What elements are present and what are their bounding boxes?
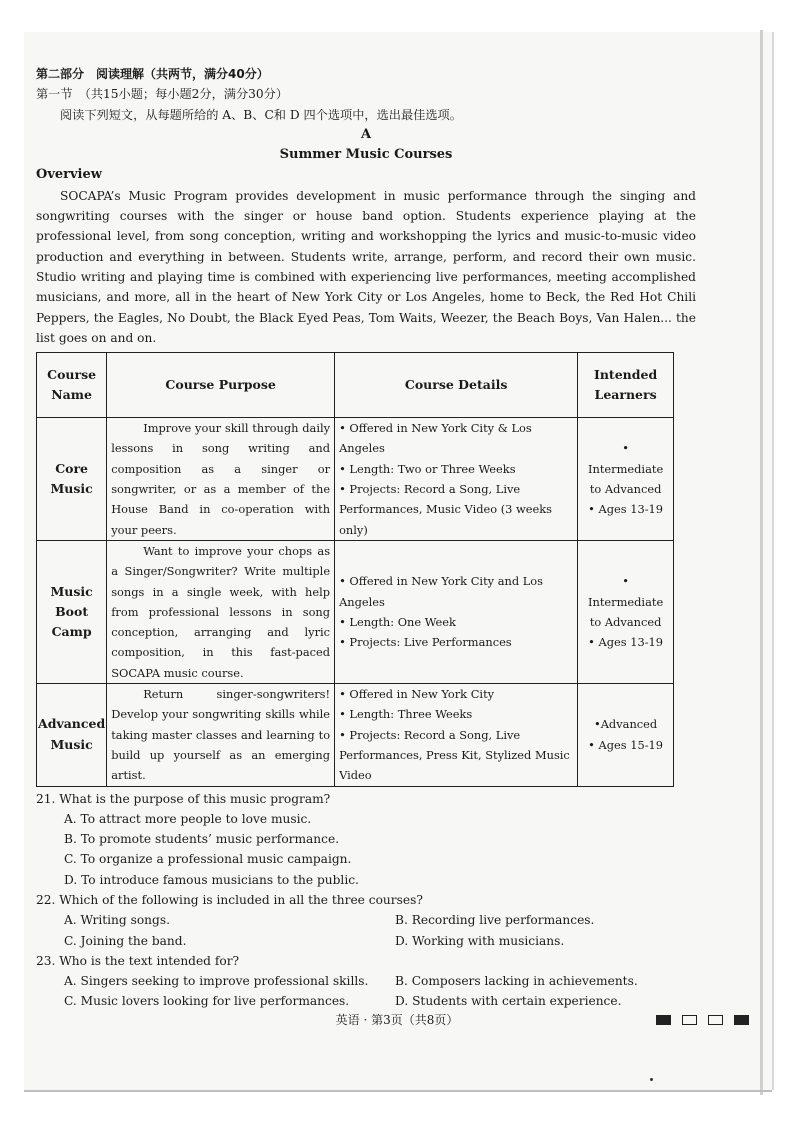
intended-learners — [578, 418, 674, 541]
page-content — [36, 64, 696, 1012]
question-stem: 22. Which of the following is included in all the three courses? — [36, 892, 423, 907]
intended-learners — [578, 684, 674, 786]
header-course-name: Course Name — [37, 353, 107, 418]
table-row — [37, 684, 674, 786]
overview-heading: Overview — [36, 167, 102, 183]
option-c: C. Music lovers looking for live performances. — [64, 994, 350, 1009]
detail-length: • Length: Three Weeks — [339, 707, 473, 722]
option-b: B. To promote students’ music performance. — [64, 832, 340, 847]
option-a: A. Singers seeking to improve professional skills. — [64, 974, 369, 989]
footer-marks — [656, 1015, 749, 1025]
question-stem: 23. Who is the text intended for? — [36, 953, 240, 968]
detail-projects: • Projects: Record a Song, Live Performances, Press Kit, Stylized Music Video — [339, 727, 570, 783]
learner-bullet: • — [622, 574, 629, 589]
option-d: D. To introduce famous musicians to the public. — [64, 872, 359, 887]
filled-square-icon — [734, 1015, 749, 1025]
course-purpose: Want to improve your chops as a Singer/Songwriter? Write multiple songs in a single week, with help from professional lessons in song conception, arranging and lyric composition, in this fast-paced SOCAPA music course. — [111, 543, 331, 680]
option-c: C. To organize a professional music campaign. — [64, 852, 352, 867]
course-purpose: Return singer-songwriters! Develop your songwriting skills while taking master classes and learning to build up yourself as an emerging artist. — [111, 687, 331, 783]
course-details — [335, 418, 578, 541]
learner-ages: • Ages 15-19 — [588, 737, 664, 752]
course-name: Core Music — [37, 418, 107, 541]
page-bottom-edge — [24, 1090, 772, 1092]
learner-ages: • Ages 13-19 — [588, 635, 664, 650]
course-purpose: Improve your skill through daily lessons in song writing and composition as a singer or songwriter, or as a member of the House Band in co-operation with your peers. — [111, 421, 331, 537]
question-23 — [36, 951, 696, 1012]
header-course-purpose: Course Purpose — [107, 353, 335, 418]
table-row — [37, 418, 674, 541]
option-d: D. Working with musicians. — [395, 933, 565, 948]
page-edge — [760, 30, 763, 1095]
empty-square-icon — [708, 1015, 723, 1025]
part-heading: 第二部分 阅读理解（共两节，满分40分） — [36, 67, 269, 81]
detail-length: • Length: One Week — [339, 614, 456, 629]
scan-dot — [650, 1078, 653, 1081]
detail-offered: • Offered in New York City — [339, 687, 495, 702]
option-c: C. Joining the band. — [64, 933, 187, 948]
course-details — [335, 540, 578, 683]
instruction-text: 阅读下列短文，从每题所给的 A、B、C和 D 四个选项中，选出最佳选项。 — [60, 107, 462, 122]
question-21 — [36, 789, 696, 890]
learner-bullet: • — [622, 441, 629, 456]
passage-title: Summer Music Courses — [279, 147, 453, 163]
passage-letter: A — [360, 126, 372, 142]
filled-square-icon — [656, 1015, 671, 1025]
course-details — [335, 684, 578, 786]
page-footer: 英语 · 第3页（共8页） — [335, 1013, 459, 1027]
detail-offered: • Offered in New York City & Los Angeles — [339, 421, 532, 456]
option-a: A. Writing songs. — [64, 913, 170, 928]
overview-paragraph: SOCAPA’s Music Program provides development in music performance through the singing and songwriting courses with the singer or house band option. Students experience playing at the professional level, from song conception, writing and workshopping the lyrics and music-to-music video production and everything in between. Students write, arrange, perform, and record their own music. Studio writing and playing time is combined with experiencing live performances, meeting accomplished musicians, and more, all in the heart of New York City or Los Angeles, home to Beck, the Red Hot Chili Peppers, the Eagles, No Doubt, the Black Eyed Peas, Tom Waits, Weezer, the Beach Boys, Van Halen... the list goes on and on. — [36, 188, 696, 345]
learner-ages: • Ages 13-19 — [588, 502, 664, 517]
option-a: A. To attract more people to love music. — [64, 811, 312, 826]
learner-level: Intermediate to Advanced — [588, 594, 664, 629]
detail-length: • Length: Two or Three Weeks — [339, 461, 516, 476]
option-b: B. Recording live performances. — [395, 913, 595, 928]
option-b: B. Composers lacking in achievements. — [395, 974, 638, 989]
header-intended-learners: Intended Learners — [578, 353, 674, 418]
course-name: Music Boot Camp — [37, 540, 107, 683]
detail-projects: • Projects: Record a Song, Live Performances, Music Video (3 weeks only) — [339, 482, 553, 537]
intended-learners — [578, 540, 674, 683]
learner-level: •Advanced — [593, 717, 658, 732]
question-stem: 21. What is the purpose of this music program? — [36, 791, 331, 806]
course-table — [36, 352, 674, 786]
question-22 — [36, 890, 696, 951]
table-row — [37, 540, 674, 683]
section-heading: 第一节 （共15小题；每小题2分，满分30分） — [36, 87, 289, 102]
table-header-row — [37, 353, 674, 418]
detail-offered: • Offered in New York City and Los Angeles — [339, 574, 544, 609]
course-name: Advanced Music — [37, 684, 107, 786]
empty-square-icon — [682, 1015, 697, 1025]
detail-projects: • Projects: Live Performances — [339, 635, 512, 650]
option-d: D. Students with certain experience. — [395, 994, 622, 1009]
header-course-details: Course Details — [335, 353, 578, 418]
learner-level: Intermediate to Advanced — [588, 461, 664, 497]
